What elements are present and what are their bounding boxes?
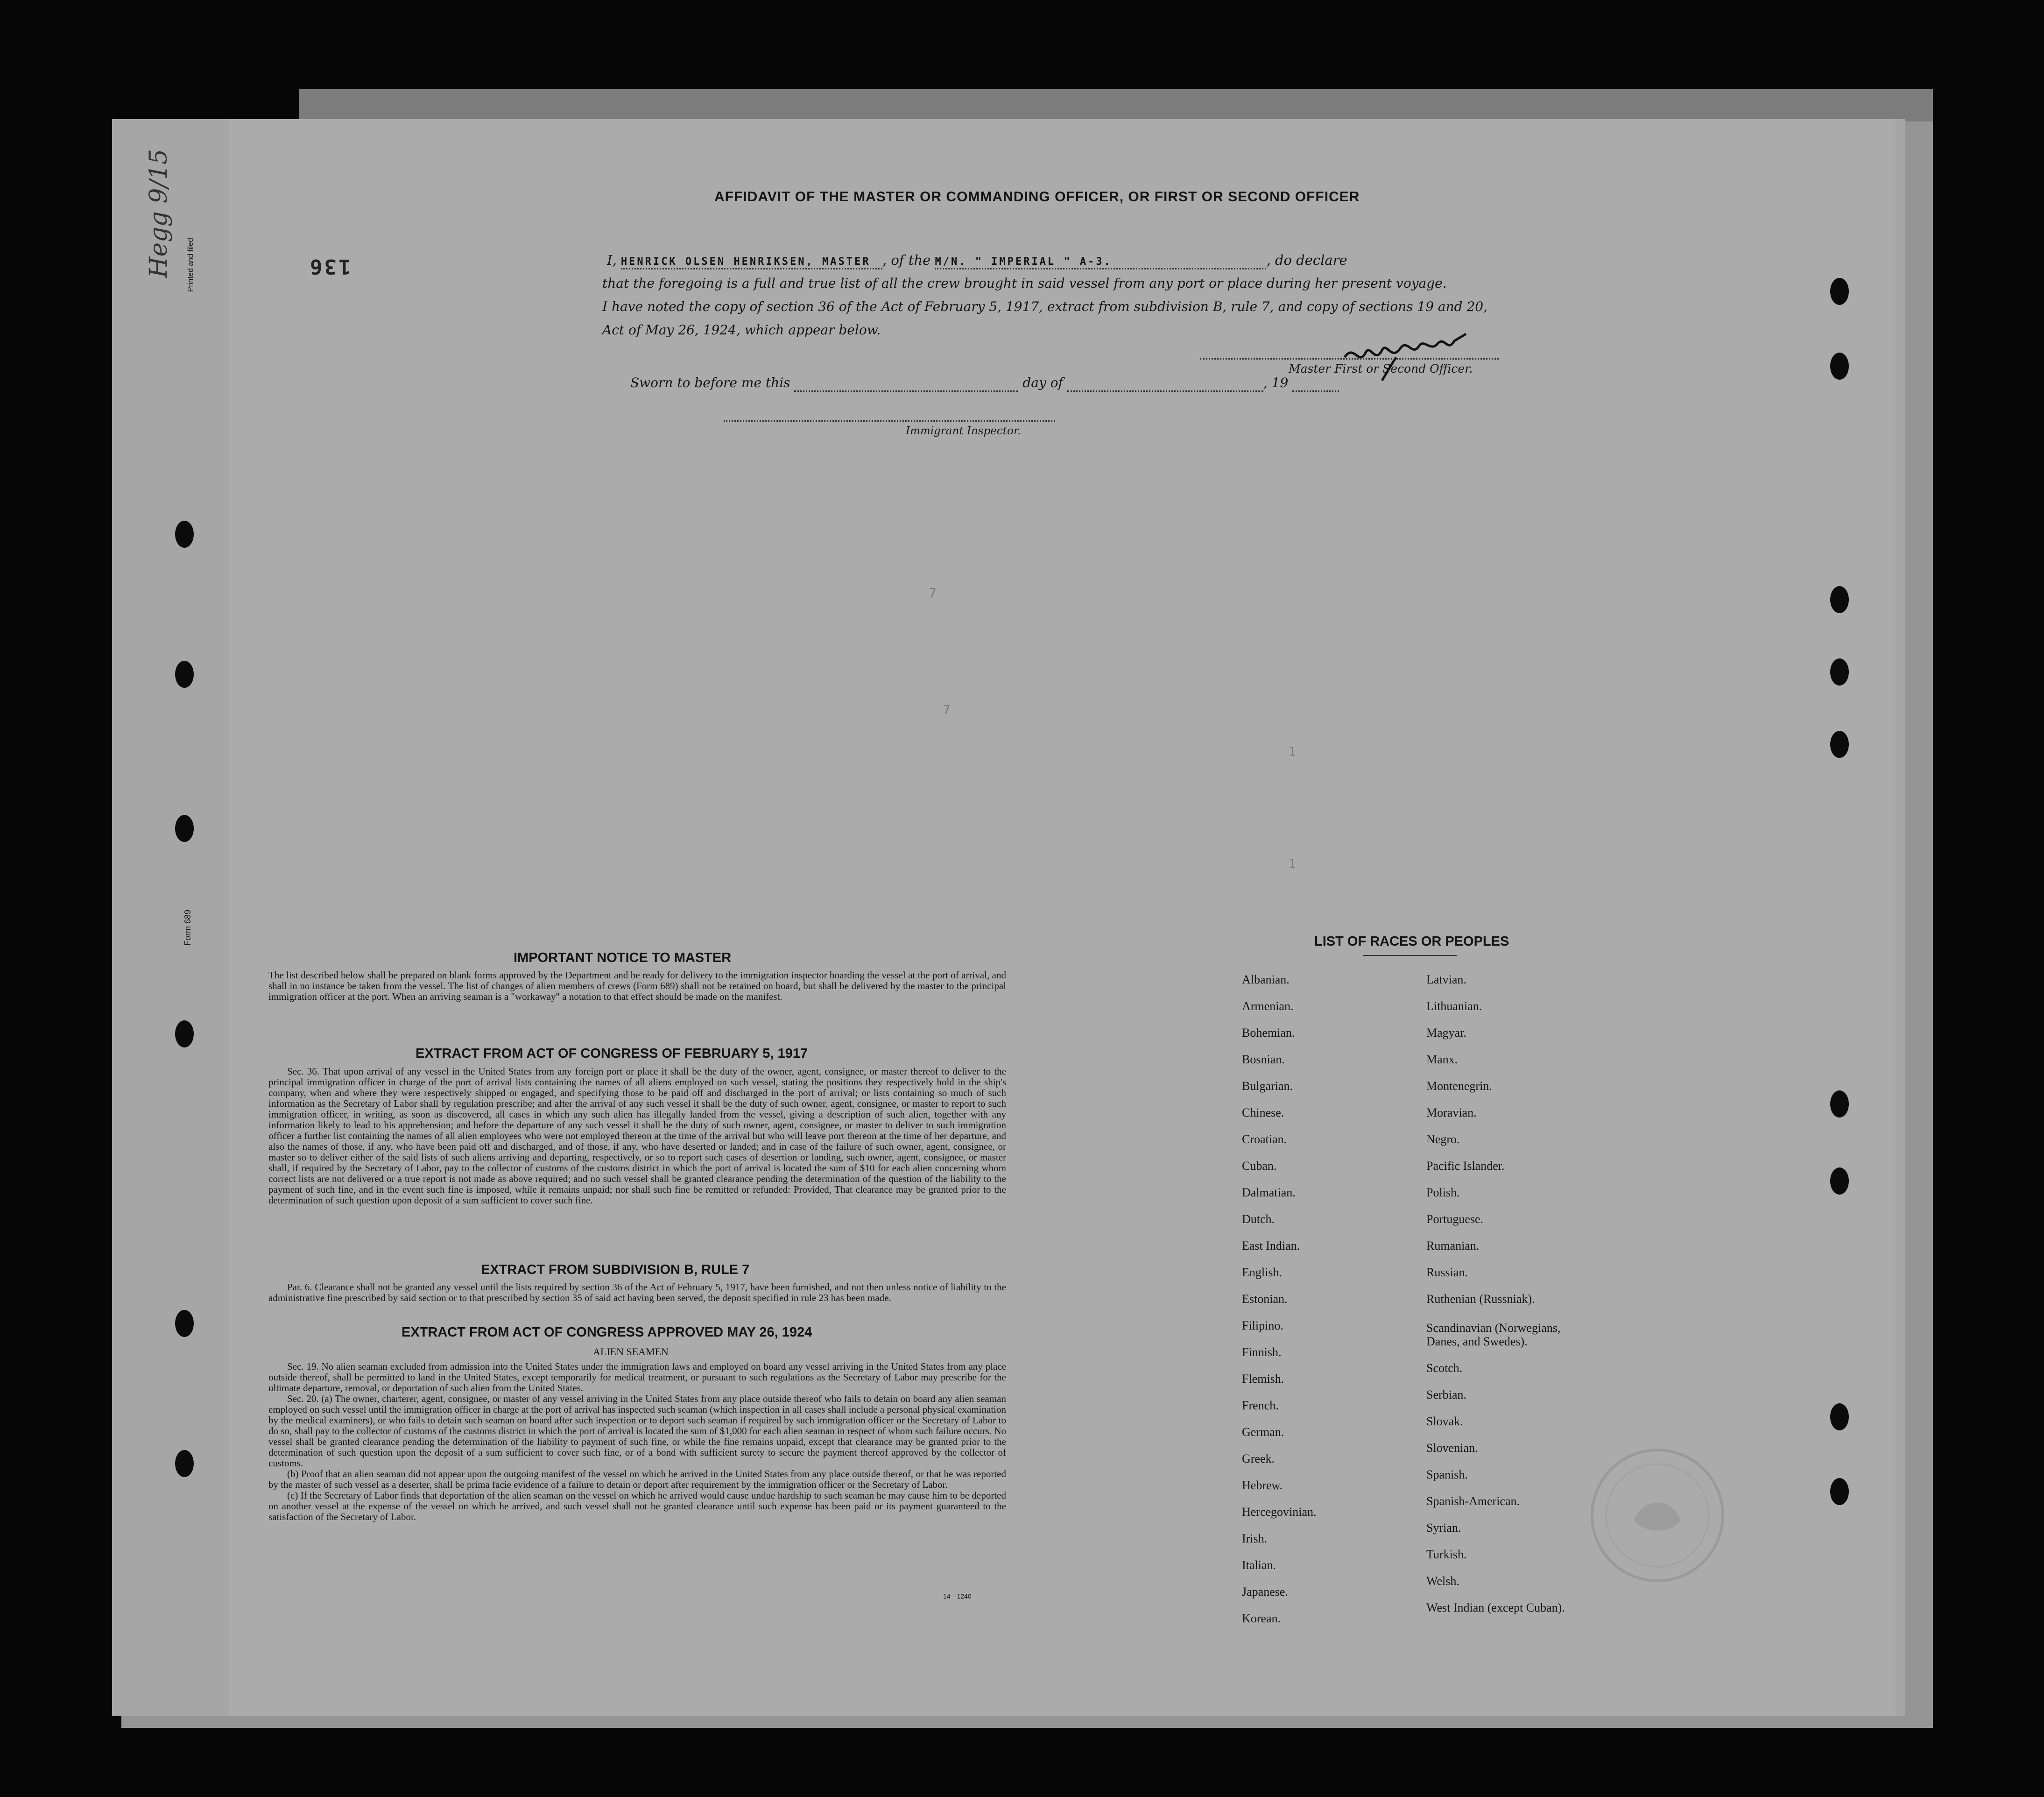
race-item: Cuban. <box>1242 1159 1277 1173</box>
sworn-line <box>630 375 1339 392</box>
race-item: Korean. <box>1242 1612 1281 1625</box>
binding-hole <box>175 1450 194 1477</box>
signature-line <box>1200 358 1499 360</box>
race-item: German. <box>1242 1425 1284 1439</box>
race-item: Syrian. <box>1426 1521 1461 1535</box>
extract-1917-body <box>268 1066 1006 1206</box>
side-stamp: Printed and filed <box>187 238 195 292</box>
binding-hole <box>1830 1090 1849 1118</box>
extract-1917-title: EXTRACT FROM ACT OF CONGRESS OF FEBRUARY 5, 1917 <box>416 1046 808 1061</box>
race-item: Slovenian. <box>1426 1441 1478 1455</box>
section-20b-text: (b) Proof that an alien seaman did not appear upon the outgoing manifest of the vessel on which he arrived in the United States from any place outside thereof, or that he was reported by the master of such vessel as a deserter, shall be prima facie evidence of a failure to detain or deport after requirement by the immigration officer or the Secretary of Labor. <box>268 1468 1006 1490</box>
master-name: HENRICK OLSEN HENRIKSEN, MASTER <box>620 256 871 268</box>
extract-rule7-title: EXTRACT FROM SUBDIVISION B, RULE 7 <box>481 1262 750 1277</box>
race-item: Russian. <box>1426 1266 1468 1279</box>
race-item: Bulgarian. <box>1242 1079 1293 1093</box>
race-item: Italian. <box>1242 1558 1276 1572</box>
race-item: Finnish. <box>1242 1345 1282 1359</box>
manifest-page <box>112 119 1905 1716</box>
i-label: I, <box>607 252 617 268</box>
sworn-year-field <box>1292 375 1339 392</box>
binding-hole <box>175 1020 194 1047</box>
extract-rule7-text: Par. 6. Clearance shall not be granted any vessel until the lists required by section 36 of the Act of February 5, 1917, have been furnished, and not then unless notice of liability to the administrative fine prescribed by said section or to that prescribed by section 35 of said act having been served, the deposit specified in rule 23 has been made. <box>268 1281 1006 1303</box>
race-item: English. <box>1242 1266 1282 1279</box>
do-declare-label: , do declare <box>1266 252 1347 268</box>
extract-1924-body <box>268 1361 1006 1522</box>
vessel-name: M/N. " IMPERIAL " A-3. <box>935 256 1112 268</box>
binding-hole <box>1830 586 1849 613</box>
race-item: Welsh. <box>1426 1574 1459 1588</box>
binding-hole <box>1830 731 1849 758</box>
official-seal <box>1583 1441 1732 1590</box>
binding-hole <box>175 1310 194 1337</box>
sworn-day-field <box>794 375 1018 392</box>
race-item: Lithuanian. <box>1426 999 1482 1013</box>
bleed-through-mark: 7 <box>929 586 937 600</box>
race-item: East Indian. <box>1242 1239 1300 1252</box>
section-20a-text: Sec. 20. (a) The owner, charterer, agent, consignee, or master of any vessel arriving in the United States from any place outside thereof who fails to detain on board any alien seaman employed on such vessel until the immigration officer in charge at the port of arrival has inspected such seaman (which inspection in all cases shall include a personal physical examination by the medical examiners), or who fails to detain such seaman on board after such inspection or to deport such seaman if required by such immigration officer or the Secretary of Labor to do so, shall pay to the collector of customs of the customs district in which the port of arrival is located the sum of $1,000 for each alien seaman in respect of whom such failure occurs. No vessel shall be granted clearance pending the determination of the liability to payment of such fine, or while the fine remains unpaid, except that clearance may be granted prior to the determination of such question upon the deposit of a sum sufficient to cover such fine, or of a bond with sufficient surety to secure the payment thereof approved by the collector of customs. <box>268 1393 1006 1469</box>
race-item: Hercegovinian. <box>1242 1505 1317 1519</box>
bleed-through-mark: 1 <box>1289 857 1296 871</box>
year-prefix: , 19 <box>1263 375 1289 390</box>
race-item: Montenegrin. <box>1426 1079 1492 1093</box>
inspector-signature-line <box>724 420 1055 422</box>
race-item: Scandinavian (Norwegians, <box>1426 1321 1561 1335</box>
race-item: Ruthenian (Russniak). <box>1426 1292 1535 1306</box>
affidavit-title: AFFIDAVIT OF THE MASTER OR COMMANDING OFFICER, OR FIRST OR SECOND OFFICER <box>714 189 1360 205</box>
race-item: Pacific Islander. <box>1426 1159 1505 1173</box>
race-item: Flemish. <box>1242 1372 1284 1386</box>
master-name-field <box>621 252 882 269</box>
race-item: Albanian. <box>1242 973 1290 986</box>
binding-hole <box>175 815 194 842</box>
page-number: 136 <box>308 255 351 278</box>
race-item: Spanish. <box>1426 1468 1468 1481</box>
race-item: Armenian. <box>1242 999 1294 1013</box>
day-of-label: day of <box>1022 375 1063 390</box>
race-item: Magyar. <box>1426 1026 1466 1040</box>
race-item: Estonian. <box>1242 1292 1288 1306</box>
race-item: Croatian. <box>1242 1132 1287 1146</box>
race-item: Polish. <box>1426 1186 1460 1199</box>
bleed-through-mark: 7 <box>943 703 951 717</box>
bleed-through-mark: 1 <box>1289 745 1296 759</box>
binding-hole <box>175 521 194 548</box>
sworn-label: Sworn to before me this <box>630 375 790 390</box>
inspector-caption: Immigrant Inspector. <box>906 425 1021 437</box>
vessel-field <box>935 252 1266 269</box>
race-item: Turkish. <box>1426 1548 1467 1561</box>
race-item: Moravian. <box>1426 1106 1477 1119</box>
form-label: Form 689 <box>183 909 192 946</box>
race-item: Rumanian. <box>1426 1239 1480 1252</box>
race-item: Portuguese. <box>1426 1212 1484 1226</box>
extract-1924-subtitle: ALIEN SEAMEN <box>593 1346 669 1358</box>
race-item: Greek. <box>1242 1452 1275 1465</box>
race-item: Bosnian. <box>1242 1053 1285 1066</box>
binding-hole <box>1830 1403 1849 1430</box>
race-item: Scotch. <box>1426 1361 1463 1375</box>
race-item: French. <box>1242 1399 1279 1412</box>
affidavit-line-3: I have noted the copy of section 36 of the Act of February 5, 1917, extract from subdivision B, rule 7, and copy of sections 19 and 20, <box>602 299 1488 314</box>
affidavit-line-1 <box>607 252 1347 269</box>
binding-hole <box>1830 353 1849 380</box>
race-item: West Indian (except Cuban). <box>1426 1601 1565 1614</box>
race-item: Chinese. <box>1242 1106 1284 1119</box>
master-signature <box>1326 325 1559 385</box>
race-item: Filipino. <box>1242 1319 1283 1332</box>
section-20c-text: (c) If the Secretary of Labor finds that deportation of the alien seaman on the vessel on which he arrived would cause undue hardship to such seaman he may cause him to be deported on another vessel at the expense of the vessel on which he arrived, and such vessel shall not be granted clearance until such expense has been paid or its payment guaranteed to the satisfaction of the Secretary of Labor. <box>268 1490 1006 1522</box>
sworn-month-field <box>1067 375 1263 392</box>
race-item: Latvian. <box>1426 973 1466 986</box>
race-item: Slovak. <box>1426 1415 1463 1428</box>
race-item: Dutch. <box>1242 1212 1275 1226</box>
signature-caption: Master First or Second Officer. <box>1289 362 1473 375</box>
races-title-rule <box>1363 955 1457 956</box>
binding-hole <box>1830 1167 1849 1195</box>
race-item: Negro. <box>1426 1132 1460 1146</box>
handwritten-note: Hegg 9/15 <box>145 149 173 278</box>
section-19-text: Sec. 19. No alien seaman excluded from admission into the United States under the immigration laws and employed on board any vessel arriving in the United States from any place outside thereof, shall be permitted to land in the United States, except temporarily for medical treatment, or pursuant to such regulations as the Secretary of Labor may prescribe for the ultimate departure, removal, or deportation of such alien from the United States. <box>268 1361 1006 1394</box>
form-code: 14—1240 <box>943 1592 972 1600</box>
binding-hole <box>1830 658 1849 686</box>
race-item: Manx. <box>1426 1053 1458 1066</box>
race-item: Japanese. <box>1242 1585 1288 1599</box>
notice-body: The list described below shall be prepared on blank forms approved by the Department and be ready for delivery to the immigration inspector boarding the vessel at the port of arrival, and shall in no instance be taken from the vessel. The list of changes of alien members of crews (Form 689) shall not be retained on board, but shall be delivered by the master to the principal immigration officer at the port. When an arriving seaman is a "workaway" a notation to that effect should be made on the manifest. <box>268 969 1006 1002</box>
of-the-label: , of the <box>882 252 931 268</box>
race-item: Serbian. <box>1426 1388 1466 1401</box>
extract-1924-title: EXTRACT FROM ACT OF CONGRESS APPROVED MAY 26, 1924 <box>402 1325 812 1340</box>
races-title: LIST OF RACES OR PEOPLES <box>1314 934 1509 949</box>
affidavit-line-2: that the foregoing is a full and true list of all the crew brought in said vessel from any port or place during her present voyage. <box>602 276 1447 291</box>
binding-hole <box>1830 278 1849 305</box>
race-item: Dalmatian. <box>1242 1186 1296 1199</box>
race-item: Bohemian. <box>1242 1026 1295 1040</box>
race-item: Danes, and Swedes). <box>1426 1335 1528 1348</box>
extract-rule7-body <box>268 1282 1006 1303</box>
race-item: Spanish-American. <box>1426 1494 1520 1508</box>
affidavit-line-4: Act of May 26, 1924, which appear below. <box>602 322 881 338</box>
binding-hole <box>175 661 194 688</box>
binding-hole <box>1830 1478 1849 1505</box>
extract-1917-text: Sec. 36. That upon arrival of any vessel in the United States from any foreign port or place it shall be the duty of the owner, agent, consignee, or master thereof to deliver to the principal immigration officer in charge of the port of arrival lists containing the names of all aliens employed on such vessel, stating the positions they respectively hold in the ship's company, when and where they were respectively shipped or engaged, and specifying those to be paid off and discharged in the port of arrival; or lists containing so much of such information as the Secretary of Labor shall by regulation prescribe; and after the arrival of any such vessel it shall be the duty of such owner, agent, consignee, or master to report to such immigration officer, in writing, as soon as discovered, all cases in which any such alien has illegally landed from the vessel, giving a description of such alien, together with any information likely to lead to his apprehension; and before the departure of any such vessel it shall be the duty of such owner, agent, consignee, or master to deliver to such immigration officer a further list containing the names of all alien employees who were not employed thereon at the time of the arrival but who will leave port thereon at the time of her departure, and also the names of those, if any, who have been paid off and discharged, and of those, if any, who have deserted or landed; and in case of the failure of such owner, agent, consignee, or master so to deliver either of the said lists of such aliens arriving and departing, respectively, or so to report such cases of desertion or landing, such owner, agent, consignee, or master shall, if required by the Secretary of Labor, pay to the collector of customs of the customs district in which the port of arrival is located the sum of $10 for each alien concerning whom correct lists are not delivered or a true report is not made as above required; and no such vessel shall be granted clearance pending the determination of the question of the liability to the payment of such fine, and in the event such fine is imposed, while it remains unpaid; nor shall such fine be remitted or refunded: Provided, That clearance may be granted prior to the determination of such question upon deposit of a sum sufficient to cover such fine. <box>268 1066 1006 1206</box>
notice-title: IMPORTANT NOTICE TO MASTER <box>514 950 732 965</box>
race-item: Irish. <box>1242 1532 1268 1545</box>
race-item: Hebrew. <box>1242 1479 1283 1492</box>
